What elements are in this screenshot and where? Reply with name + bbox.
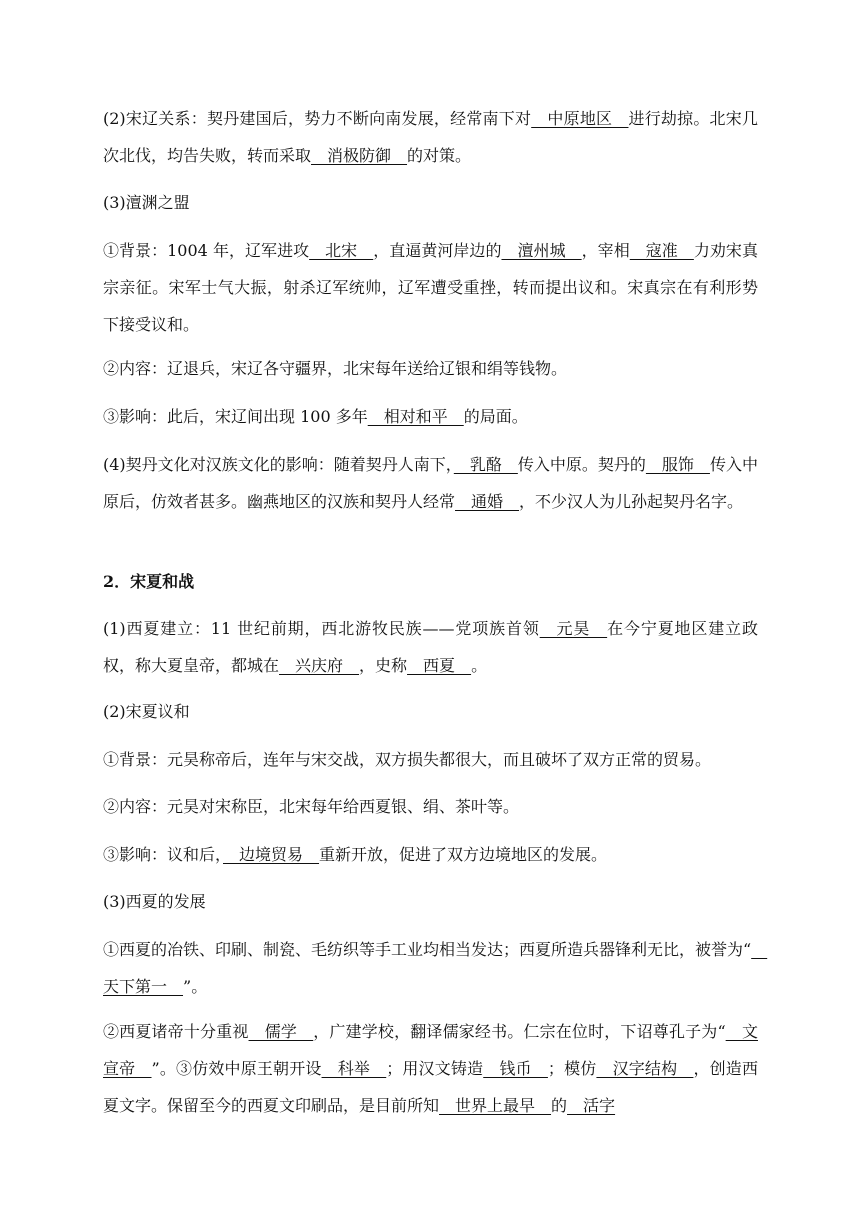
text-run: 力劝宋真宗亲征。宋军士气大振，射杀辽军统帅，辽军遭受重挫，转而提出议和。宋真宗在有利形势下接受议和。 [103,241,758,334]
answer-blank: 儒学 [248,1022,314,1041]
paragraph-chanyuan-content [103,350,758,387]
answer-blank: 世界上最早 [439,1096,552,1115]
paragraph-chanyuan-impact [103,398,758,435]
text-run: 在今宁夏地区建立政权，称大夏皇帝，都城在 [103,619,758,675]
answer-blank: 科举 [321,1059,387,1078]
text-run: 。 [471,656,488,675]
paragraph-chanyuan-background [103,232,758,343]
text-run: ，广建学校，翻译儒家经书。仁宗在位时，下诏尊孔子为“ [313,1022,726,1041]
text-run: ③影响：此后，宋辽间出现 100 多年 [103,407,368,426]
text-run: ②内容：辽退兵，宋辽各守疆界，北宋每年送给辽银和绢等钱物。 [103,359,568,378]
text-run: 2．宋夏和战 [103,572,195,591]
answer-blank: 边境贸易 [223,845,320,864]
text-run: ，史称 [359,656,408,675]
answer-blank: 钱币 [483,1059,548,1078]
heading-western-xia-development [103,883,758,920]
heading-chanyuan-treaty [103,184,758,221]
text-run: ，创造西夏文字。保留至今的西夏文印刷品，是目前所知 [103,1059,758,1115]
text-run: (3)澶渊之盟 [103,193,190,212]
text-run: ①西夏的冶铁、印刷、制瓷、毛纺织等手工业均相当发达；西夏所造兵器锋利无比，被誉为“ [103,940,752,959]
text-run: ②内容：元昊对宋称臣，北宋每年给西夏银、绢、茶叶等。 [103,797,520,816]
paragraph-peace-content [103,788,758,825]
text-run: (3)西夏的发展 [103,892,206,911]
answer-blank: 服饰 [645,455,710,474]
answer-blank: 乳酪 [453,455,518,474]
answer-blank: 活字 [567,1096,616,1115]
answer-blank: 兴庆府 [279,656,360,675]
text-run: 传入中原。契丹的 [517,455,646,474]
text-run: 传入中原后，仿效者甚多。幽燕地区的汉族和契丹人经常 [103,455,758,511]
text-run: 的局面。 [463,407,528,426]
text-run: (1)西夏建立：11 世纪前期，西北游牧民族——党项族首领 [103,619,540,638]
text-run: ②西夏诸帝十分重视 [103,1022,249,1041]
paragraph-western-xia-founding [103,610,758,684]
answer-blank: 文宣帝 [103,1022,758,1078]
text-run: ，宰相 [581,241,630,260]
text-run: ；用汉文铸造 [386,1059,484,1078]
text-run: 进行劫掠。北宋几次北伐，均告失败，转而采取 [103,109,758,165]
text-run: ；模仿 [547,1059,597,1078]
paragraph-khitan-culture [103,446,758,520]
text-run: 的 [551,1096,568,1115]
answer-blank: 寇准 [629,241,694,260]
text-run: ，直逼黄河岸边的 [373,241,502,260]
answer-blank: 通婚 [455,492,520,511]
paragraph-peace-background [103,741,758,778]
paragraph-handicrafts [103,931,768,1005]
text-run: (4)契丹文化对汉族文化的影响：随着契丹人南下， [103,455,454,474]
answer-blank: 北宋 [309,241,374,260]
answer-blank: 西夏 [407,656,472,675]
answer-blank: 消极防御 [311,146,408,165]
text-run: ①背景：1004 年，辽军进攻 [103,241,310,260]
text-run: ③影响：议和后， [103,845,224,864]
answer-blank: 澶州城 [501,241,582,260]
text-run: ”。③仿效中原王朝开设 [151,1059,322,1078]
answer-blank: 中原地区 [531,109,629,128]
text-run: (2)宋辽关系：契丹建国后，势力不断向南发展，经常南下对 [103,109,532,128]
answer-blank: 元昊 [539,619,608,638]
heading-song-xia-peace [103,693,758,730]
text-run: 重新开放，促进了双方边境地区的发展。 [319,845,608,864]
text-run: (2)宋夏议和 [103,702,190,721]
answer-blank: 汉字结构 [596,1059,694,1078]
text-run: 的对策。 [407,146,472,165]
answer-blank: 相对和平 [367,407,464,426]
paragraph-peace-impact [103,836,758,873]
answer-blank: 天下第一 [103,940,768,996]
text-run: ”。 [183,977,208,996]
text-run: ，不少汉人为儿孙起契丹名字。 [519,492,744,511]
text-run: ①背景：元昊称帝后，连年与宋交战，双方损失都很大，而且破坏了双方正常的贸易。 [103,750,712,769]
paragraph-culture-and-script [103,1013,758,1124]
section-heading-song-xia [103,563,758,600]
paragraph-song-liao-relations [103,100,758,174]
